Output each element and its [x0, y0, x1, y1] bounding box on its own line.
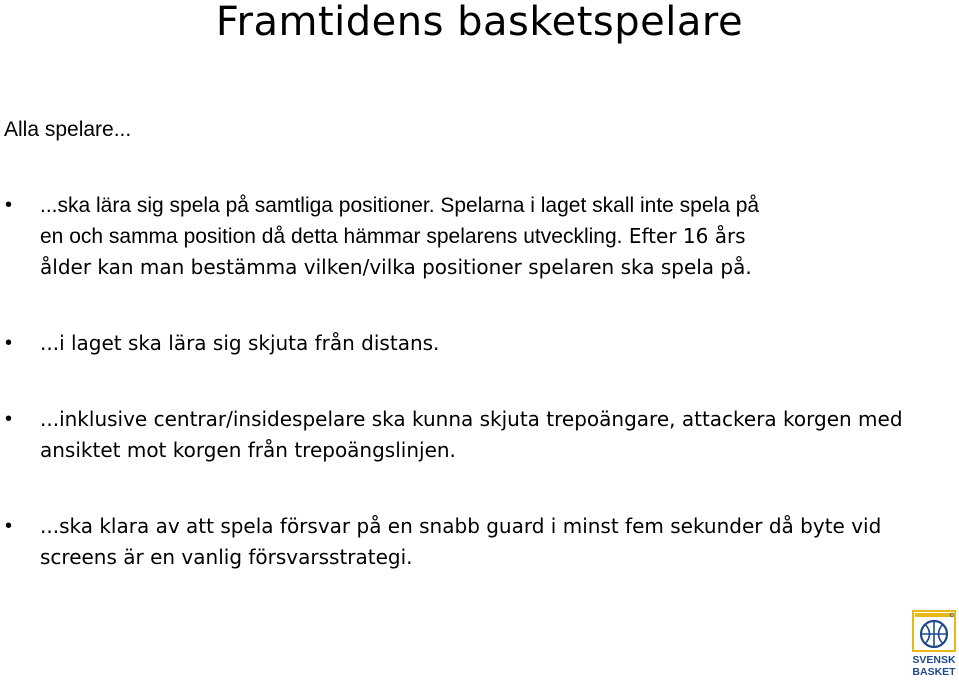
bullet-text: ...ska klara av att spela försvar på en snabb guard i minst fem sekunder då byte vid screens är en vanlig försvarsstrategi.: [40, 514, 882, 569]
bullet-item-shooting: [0, 328, 905, 359]
bullet-item-positions: [0, 190, 905, 283]
bullet-dot: •: [5, 332, 13, 354]
logo-top-band: [915, 613, 953, 617]
intro-text: Alla spelare...: [4, 118, 132, 141]
svensk-basket-logo: [912, 610, 956, 678]
bullet-text-line: ålder kan man bestämma vilken/vilka positioner spelaren ska spela på.: [40, 255, 752, 279]
bullet-text: ...inklusive centrar/insidespelare ska kunna skjuta trepoängare, attackera korgen med ansiktet mot korgen från trepoängslinjen.: [40, 407, 903, 462]
logo-text-svensk: SVENSK: [912, 654, 956, 666]
bullet-dot: •: [5, 408, 13, 430]
bullet-text-line: Efter 16 års: [622, 224, 746, 248]
basketball-lines-icon: [921, 621, 947, 647]
bullet-item-centers: [0, 404, 905, 466]
slide-title: Framtidens basketspelare: [215, 0, 744, 45]
bullet-text-line: en och samma position då detta hämmar spelarens utveckling.: [40, 225, 623, 248]
bullet-text: ...i laget ska lära sig skjuta från distans.: [40, 331, 440, 355]
bullet-item-defense: [0, 511, 905, 573]
bullet-list: [0, 190, 905, 573]
bullet-dot: •: [5, 515, 13, 537]
bullet-text-line: ...ska lära sig spela på samtliga positioner. Spelarna i laget skall inte spela på: [40, 194, 760, 217]
bullet-dot: •: [5, 194, 13, 216]
logo-text-basket: BASKET: [912, 666, 956, 678]
